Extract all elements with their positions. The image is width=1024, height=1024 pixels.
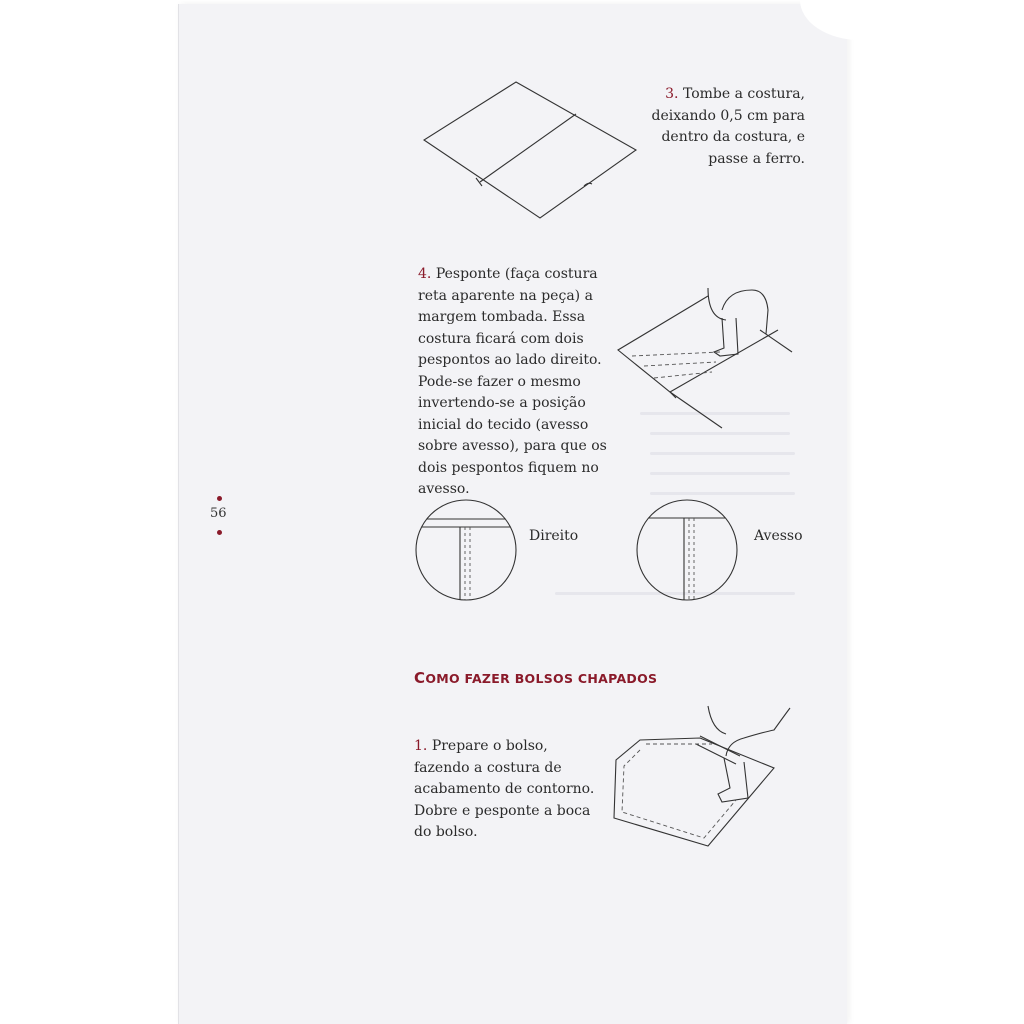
page-number-dot-top — [217, 496, 222, 501]
page-number-dot-bottom — [217, 530, 222, 535]
bleed-through-text — [650, 472, 790, 475]
page-number: 56 — [210, 506, 227, 521]
bleed-through-text — [650, 432, 790, 435]
bleed-through-text — [650, 452, 795, 455]
bleed-through-text — [555, 592, 795, 595]
step-4-text: 4. Pesponte (faça costura reta aparente na peça) a margem tombada. Essa costura ficará com dois pespontos ao lado direito. Pode-se fazer o mesmo invertendo-se a posição inicial do tecido (avesso sobre avesso), para que os dois pespontos fiquem no avesso. — [418, 266, 607, 497]
bleed-through-text — [650, 492, 795, 495]
step-1-text: 1. Prepare o bolso, fazendo a costura de acabamento de contorno. Dobre e pesponte a boca do bolso. — [414, 738, 595, 840]
label-avesso: Avesso — [754, 528, 803, 544]
bleed-through-text — [640, 412, 790, 415]
section-heading: COMO FAZER BOLSOS CHAPADOS — [414, 669, 658, 687]
label-direito: Direito — [529, 528, 579, 544]
step-3-text: 3. Tombe a costura, deixando 0,5 cm para dentro da costura, e passe a ferro. — [651, 86, 805, 167]
